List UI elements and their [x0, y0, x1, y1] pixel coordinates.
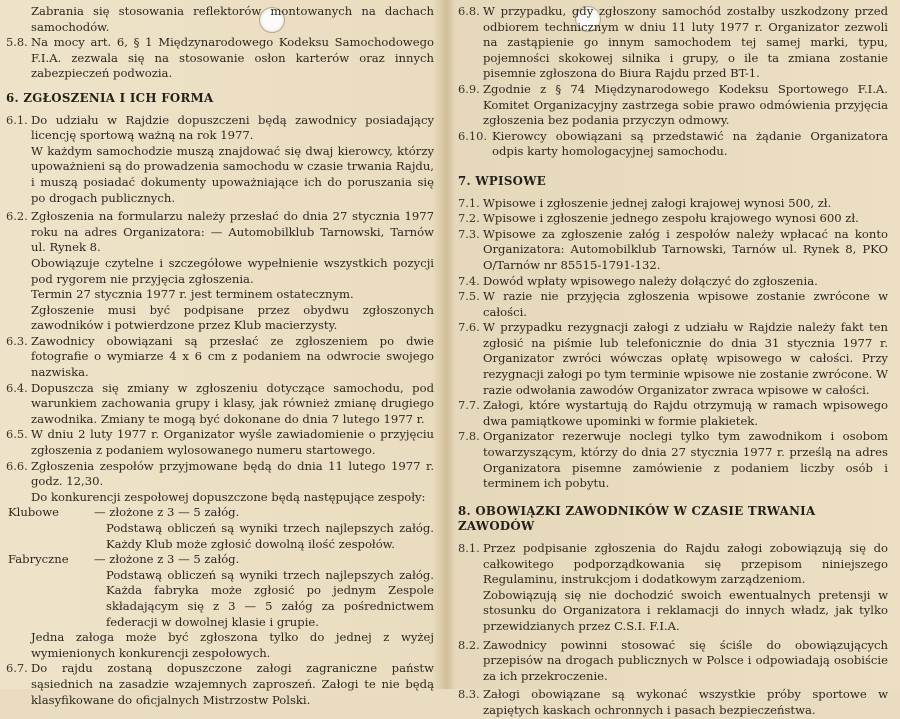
- paragraph: Termin 27 stycznia 1977 r. jest terminem ostatecznym.: [31, 287, 354, 302]
- paragraph: Zobowiązują się nie dochodzić swoich ewentualnych pretensji w stosunku do Organizatora i reklamacji do innych władz, jak tylko przewidzianych przez C.S.I. F.I.A.: [483, 587, 888, 633]
- item-text: Załogi, które wystartują do Rajdu otrzymują w ramach wpisowego dwa pamiątkowe upominki w formie plakietek.: [483, 398, 888, 428]
- item-text: Dowód wpłaty wpisowego należy dołączyć do zgłoszenia.: [483, 273, 818, 288]
- left-page: [6, 4, 434, 707]
- item-7-2: [458, 211, 888, 227]
- item-number: 7.2.: [458, 211, 480, 226]
- item-text: Kierowcy obowiązani są przedstawić na żądanie Organizatora odpis karty homologacyjnej samochodu.: [492, 128, 888, 159]
- item-number: 7.5.: [458, 289, 480, 304]
- item-text: Zawodnicy powinni stosować się ściśle do obowiązujących przepisów na drogach publicznych w Polsce i odpowiadają osobiście za ich przekroczenie.: [483, 637, 888, 683]
- item-number: 7.8.: [458, 429, 480, 444]
- item-6-3: [6, 334, 434, 381]
- item-number: 7.7.: [458, 398, 480, 413]
- item-text: Załogi obowiązane są wykonać wszystkie próby sportowe w zapiętych kaskach ochronnych i pasach bezpieczeństwa.: [483, 687, 888, 717]
- item-number: 7.3.: [458, 226, 480, 241]
- item-number: 6.6.: [6, 458, 28, 473]
- item-number: 5.8.: [6, 35, 28, 50]
- item-number: 8.1.: [458, 541, 480, 555]
- item-7-7: [458, 398, 888, 429]
- item-text: W przypadku rezygnacji załogi z udziału w Rajdzie należy fakt ten zgłosić na piśmie lub telefonicznie do dnia 31 stycznia 1977 r. Organizator zwróci wówczas opłatę wpisowego w całości. Przy rezygnacji załogi po tym terminie wpisowe nie zostanie zwrócone. W razie odwołania zawodów Organizator zwraca wpisowe w całości.: [483, 320, 888, 397]
- item-6-2: [6, 209, 434, 334]
- item-6-7: [6, 661, 434, 708]
- item-6-6-closing: [6, 630, 434, 661]
- item-number: 7.6.: [458, 320, 480, 335]
- item-6-10: [458, 129, 888, 160]
- item-number: 6.1.: [6, 112, 28, 127]
- item-7-5: [458, 289, 888, 320]
- section-heading-7: 7. WPISOWE: [458, 173, 547, 188]
- item-6-8: [458, 4, 888, 82]
- team-type-label: Fabryczne: [8, 552, 69, 567]
- team-type-label: Klubowe: [8, 505, 60, 520]
- paragraph: Do konkurencji zespołowej dopuszczone będą następujące zespoły:: [31, 489, 426, 504]
- item-number: 6.2.: [6, 209, 28, 224]
- team-fabryczne-detail: Podstawą obliczeń są wyniki trzech najlepszych załóg. Każda fabryka może zgłosić po jednym Zespole składającym się z 3 — 5 załóg za pośrednictwem federacji w dowolnej klasie i grupie.: [106, 567, 434, 629]
- item-text: Dopuszcza się zmiany w zgłoszeniu dotyczące samochodu, pod warunkiem zachowania grupy i klasy, jak również zmianę drugiego zawodnika. Zmiany te mogą być dokonane do dnia 7 lutego 1977 r.: [31, 380, 434, 426]
- item-number: 6.4.: [6, 380, 28, 395]
- item-number: 7.1.: [458, 195, 480, 210]
- item-text: Do rajdu zostaną dopuszczone załogi zagraniczne państw sąsiednich na zasadzie wzajemnych zaproszeń. Załogi te nie będą klasyfikowane do oficjalnych Mistrzostw Polski.: [31, 661, 434, 707]
- item-text: W dniu 2 luty 1977 r. Organizator wyśle zawiadomienie o przyjęciu zgłoszenia z podaniem wylosowanego numeru startowego.: [31, 427, 434, 458]
- paragraph: Zabrania się stosowania reflektorów montowanych na dachach samochodów.: [31, 4, 434, 34]
- item-text: Wpisowe i zgłoszenie jednego zespołu krajowego wynosi 600 zł.: [483, 211, 859, 226]
- item-number: 7.4.: [458, 273, 480, 288]
- section-heading-8: 8. OBOWIĄZKI ZAWODNIKÓW W CZASIE TRWANIA ZAWODÓW: [458, 503, 816, 534]
- item-7-8: [458, 429, 888, 491]
- item-number: 6.9.: [458, 81, 480, 96]
- item-number: 6.5.: [6, 427, 28, 442]
- item-8-2: [458, 638, 888, 685]
- team-composition: — złożone z 3 — 5 załóg.: [94, 505, 240, 520]
- item-number: 8.2.: [458, 637, 480, 652]
- item-number: 6.7.: [6, 661, 28, 676]
- team-klubowe-detail: Podstawą obliczeń są wyniki trzech najlepszych załóg. Każdy Klub może zgłosić dowolną ilość zespołów.: [106, 521, 434, 551]
- team-composition: — złożone z 3 — 5 załóg.: [94, 552, 240, 567]
- paragraph: W każdym samochodzie muszą znajdować się dwaj kierowcy, którzy upoważnieni są do prowadzenia samochodu w czasie trwania Rajdu, i muszą posiadać dokumenty upoważniające ich do poruszania się po drogach publicznych.: [31, 143, 434, 205]
- item-text: Zgłoszenia zespołów przyjmowane będą do dnia 11 lutego 1977 r. godz. 12,30.: [31, 458, 434, 489]
- item-text: Zawodnicy obowiązani są przesłać ze zgłoszeniem po dwie fotografie o wymiarze 4 x 6 cm z podaniem na odwrocie swojego nazwiska.: [31, 333, 434, 380]
- item-number: 6.10.: [458, 128, 487, 143]
- item-8-3: [458, 687, 888, 718]
- item-text: Zgodnie z § 74 Międzynarodowego Kodeksu Sportowego F.I.A. Komitet Organizacyjny zastrzega sobie prawo odmówienia przyjęcia zgłoszenia bez podania przyczyn odmowy.: [483, 81, 888, 128]
- item-text: Organizator rezerwuje noclegi tylko tym zawodnikom i osobom towarzyszącym, którzy do dnia 27 stycznia 1977 r. prześlą na adres Organizatora pisemne zamówienie z podaniem liczby osób i terminem ich pobytu.: [483, 429, 888, 491]
- item-number: 8.3.: [458, 687, 480, 702]
- item-6-1: [6, 113, 434, 207]
- item-6-9: [458, 82, 888, 129]
- paragraph: Obowiązuje czytelne i szczegółowe wypełnienie wszystkich pozycji pod rygorem nie przyjęcia zgłoszenia.: [31, 255, 434, 286]
- team-klubowe: [6, 505, 434, 521]
- paragraph: Do udziału w Rajdzie dopuszczeni będą zawodnicy posiadający licencję sportową ważną na rok 1977.: [31, 112, 434, 143]
- item-text: Wpisowe i zgłoszenie jednej załogi krajowej wynosi 500, zł.: [483, 195, 832, 210]
- team-fabryczne: [6, 552, 434, 568]
- item-text: Na mocy art. 6, § 1 Międzynarodowego Kodeksu Samochodowego F.I.A. zezwala się na stosowanie osłon karterów oraz innych zabezpieczeń podwozia.: [31, 35, 434, 81]
- item-5-8: [6, 35, 434, 82]
- section-heading-6: 6. ZGŁOSZENIA I ICH FORMA: [6, 90, 214, 105]
- paragraph: Jedna załoga może być zgłoszona tylko do jednej z wyżej wymienionych konkurencji zespołowych.: [31, 630, 434, 660]
- item-6-6: [6, 459, 434, 506]
- item-6-4: [6, 381, 434, 428]
- item-6-5: [6, 427, 434, 458]
- item-7-4: [458, 274, 888, 290]
- item-7-6: [458, 320, 888, 398]
- item-7-1: [458, 196, 888, 212]
- right-page: [458, 4, 888, 717]
- item-text: W razie nie przyjęcia zgłoszenia wpisowe zostanie zwrócone w całości.: [483, 289, 888, 319]
- paragraph: Zgłoszenie musi być podpisane przez obydwu zgłoszonych zawodników i potwierdzone przez Klub macierzysty.: [31, 302, 434, 333]
- paragraph: Przez podpisanie zgłoszenia do Rajdu załogi zobowiązują się do całkowitego podporządkowania się przepisom niniejszego Regulaminu, instrukcjom i dodatkowym zarządzeniom.: [483, 541, 888, 587]
- item-text: W przypadku, gdy zgłoszony samochód zostałby uszkodzony przed odbiorem technicznym w dniu 11 luty 1977 r. Organizator zezwoli na zastąpienie go innym samochodem tej samej marki, typu, pojemności skokowej silnika i grupy, o ile ta zmiana zostanie pisemnie zgłoszona do Biura Rajdu przed BT-1.: [483, 4, 888, 81]
- item-number: 6.3.: [6, 333, 28, 348]
- item-number: 6.8.: [458, 4, 480, 18]
- item-text: Wpisowe za zgłoszenie załóg i zespołów należy wpłacać na konto Organizatora: Automobilklub Tarnowski, Tarnów ul. Rynek 8, PKO O/Tarnów nr 85515-1791-132.: [483, 226, 888, 272]
- item-8-1: [458, 541, 888, 635]
- item-7-3: [458, 227, 888, 274]
- paragraph: Zgłoszenia na formularzu należy przesłać do dnia 27 stycznia 1977 roku na adres Organizatora: — Automobilklub Tarnowski, Tarnów ul. Rynek 8.: [31, 209, 434, 255]
- left-continuation: [6, 4, 434, 35]
